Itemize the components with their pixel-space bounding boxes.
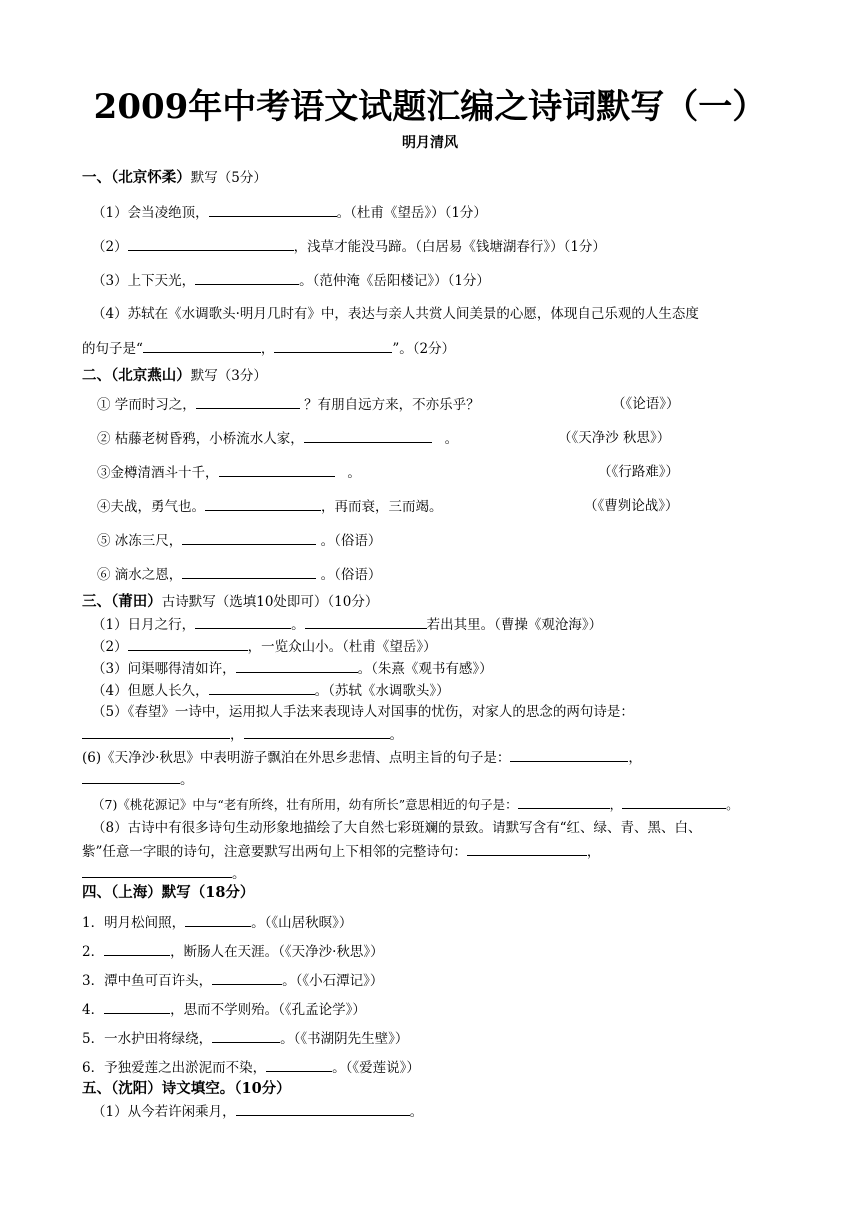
s4-question-3: 3．潭中鱼可百许头， 。（《小石潭记》） (82, 970, 383, 991)
s3-question-5-text: （5）《春望》一诗中，运用拟人手法来表现诗人对国事的忧伤，对家人的思念的两句诗是： (92, 704, 634, 720)
answer-blank[interactable] (467, 841, 587, 856)
s4-question-2: 2． ，断肠人在天涯。（《天净沙·秋思》） (82, 941, 384, 962)
s2-question-4: ④夫战，勇气也。 ，再而衰，三而竭。 (97, 496, 443, 517)
answer-blank[interactable] (305, 614, 427, 629)
answer-blank[interactable] (212, 970, 282, 985)
s3-question-8-text-2: 紫”任意一字眼的诗句，注意要默写出两句上下相邻的完整诗句： ， (82, 841, 600, 862)
s2-q4-source: （《曹刿论战》） (584, 498, 679, 514)
s2-q1-source: （《论语》） (612, 396, 680, 412)
answer-blank[interactable] (82, 863, 232, 878)
answer-blank[interactable] (304, 428, 432, 443)
answer-blank[interactable] (274, 338, 392, 353)
answer-blank[interactable] (236, 658, 358, 673)
page-title: 2009年中考语文试题汇编之诗词默写（一） (93, 87, 767, 127)
s2-question-6: ⑥ 滴水之恩， 。（俗语） (97, 564, 381, 585)
s1-question-4-text: （4）苏轼在《水调歌头·明月几时有》中，表达与亲人共赏人间美景的心愿，体现自己乐观的人生态度 (92, 306, 699, 322)
s3-question-3: （3）问渠哪得清如许， 。（朱熹《观书有感》） (92, 658, 493, 679)
s3-question-7: （7)《桃花源记》中与“老有所终，壮有所用，幼有所长”意思相近的句子是： ， 。 (92, 794, 739, 815)
answer-blank[interactable] (209, 680, 315, 695)
section-4-heading: 四、（上海）默写（18分） (82, 884, 255, 901)
answer-blank[interactable] (244, 724, 390, 739)
answer-blank[interactable] (82, 769, 180, 784)
s3-question-5-answer: ， 。 (82, 724, 403, 745)
answer-blank[interactable] (219, 462, 335, 477)
s1-question-4-answer: 的句子是“ ， ”。（2分） (82, 338, 455, 359)
s1-question-2: （2） ，浅草才能没马蹄。（白居易《钱塘湖春行》）（1分） (92, 236, 606, 257)
answer-blank[interactable] (128, 236, 294, 251)
answer-blank[interactable] (622, 794, 726, 809)
s3-question-8-text: （8）古诗中有很多诗句生动形象地描绘了大自然七彩斑斓的景致。请默写含有“红、绿、青、黑、白、 (92, 820, 702, 836)
s4-question-1: 1．明月松间照， 。（《山居秋暝》） (82, 912, 352, 933)
section-1-heading: 一、（北京怀柔）默写（5分） (82, 169, 267, 186)
answer-blank[interactable] (128, 636, 248, 651)
s3-question-4: （4）但愿人长久， 。（苏轼《水调歌头》） (92, 680, 450, 701)
answer-blank[interactable] (195, 614, 291, 629)
s1-question-1: （1）会当凌绝顶， 。（杜甫《望岳》）（1分） (92, 202, 487, 223)
s2-question-3: ③金樽清酒斗十千， 。 (97, 462, 361, 483)
section-5-heading: 五、（沈阳）诗文填空。（10分） (82, 1080, 291, 1097)
s3-question-2: （2） ，一览众山小。（杜甫《望岳》） (92, 636, 437, 657)
answer-blank[interactable] (266, 1057, 332, 1072)
author-name: 明月清风 (402, 135, 458, 151)
s2-q3-source: （《行路难》） (598, 464, 679, 480)
section-3-heading: 三、（莆田）古诗默写（选填10处即可）（10分） (82, 593, 379, 610)
answer-blank[interactable] (196, 394, 300, 409)
s2-question-2: ② 枯藤老树昏鸦，小桥流水人家， 。 (97, 428, 458, 449)
answer-blank[interactable] (236, 1101, 410, 1116)
answer-blank[interactable] (82, 724, 230, 739)
answer-blank[interactable] (104, 999, 170, 1014)
s4-question-4: 4． ，思而不学则殆。（《孔孟论学》） (82, 999, 366, 1020)
answer-blank[interactable] (212, 1028, 280, 1043)
answer-blank[interactable] (518, 794, 610, 809)
answer-blank[interactable] (104, 941, 170, 956)
answer-blank[interactable] (143, 338, 261, 353)
s3-question-1: （1）日月之行， 。 若出其里。（曹操《观沧海》） (92, 614, 602, 635)
answer-blank[interactable] (182, 564, 316, 579)
answer-blank[interactable] (510, 747, 628, 762)
s3-question-6-answer: 。 (82, 769, 194, 790)
s2-question-1: ① 学而时习之， ？有朋自远方来，不亦乐乎？ (97, 394, 480, 415)
answer-blank[interactable] (209, 202, 337, 217)
answer-blank[interactable] (205, 496, 321, 511)
answer-blank[interactable] (185, 912, 251, 927)
s2-question-5: ⑤ 冰冻三尺， 。（俗语） (97, 530, 381, 551)
section-2-heading: 二、（北京燕山）默写（3分） (82, 367, 267, 384)
s2-q2-source: （《天净沙 秋思》） (558, 430, 671, 446)
s4-question-6: 6．予独爱莲之出淤泥而不染， 。（《爱莲说》） (82, 1057, 420, 1078)
s1-question-3: （3）上下天光， 。（范仲淹《岳阳楼记》）（1分） (92, 270, 490, 291)
s3-question-8-answer: 。 (82, 863, 246, 884)
s3-question-6-text: (6)《天净沙·秋思》中表明游子飘泊在外思乡悲情、点明主旨的句子是： ， (82, 747, 642, 768)
answer-blank[interactable] (195, 270, 299, 285)
s4-question-5: 5．一水护田将绿绕， 。（《书湖阴先生壁》） (82, 1028, 408, 1049)
s5-question-1: （1）从今若许闲乘月， 。 (92, 1101, 423, 1122)
answer-blank[interactable] (182, 530, 316, 545)
